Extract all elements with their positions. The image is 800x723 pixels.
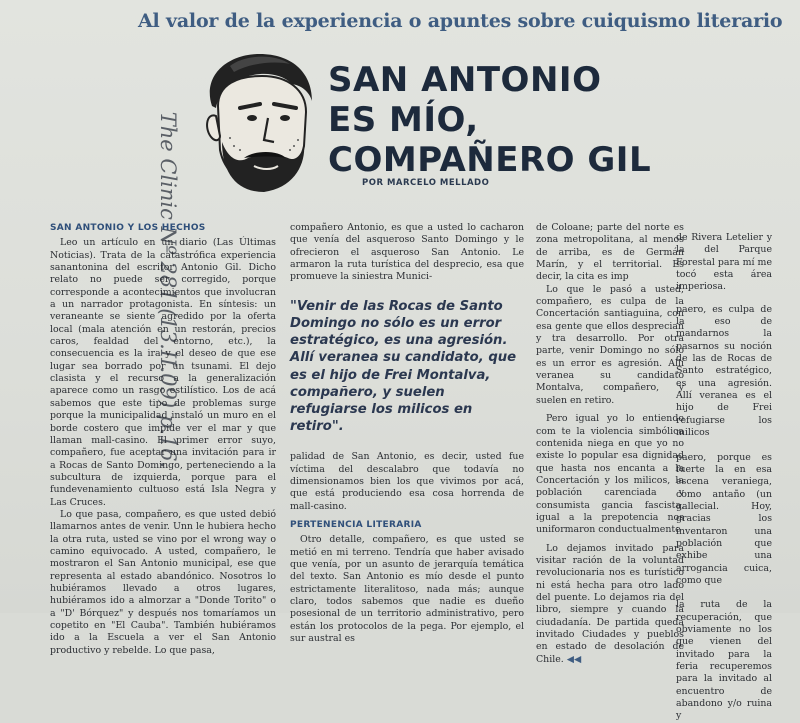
section-heading-1: SAN ANTONIO Y LOS HECHOS: [50, 223, 206, 233]
paragraph: Lo que pasa, compañero, es que usted debió llamarnos antes de venir. Unn le hubiera hecho la otra ruta, usted se vino por el wrong way o camino equivocado. A usted, compañero, le mostraron el San Antonio municipal, ese que representa al estado abandónico. Nosotros lo hubiéramos llevado a otros lugares, hubiéramos ido a almorzar a "Donde Torito" o a "D' Bórquez" y después nos tomaríamos un copetito en "El Cauba". También hubiéramos ido a la Escuela a ver el San Antonio productivo y rebelde. Lo que pasa,: [50, 508, 276, 656]
kicker: Al valor de la experiencia o apuntes sobre cuiquismo literario: [138, 10, 783, 32]
column-3: [536, 222, 684, 666]
author-portrait-illustration: [182, 46, 332, 198]
paragraph-text: Lo dejamos invitado para visitar ración de la voluntad revolucionaria nos es turístico ni está hecha para otro lado del puente. Lo dejamos ria del libro, siempre y cuando la ciudadanía. De partida queda invitado Ciudades y pueblos en estado de desolación de Chile.: [536, 542, 684, 665]
paragraph: Otro detalle, compañero, es que usted se metió en mi terreno. Tendría que haber avisado que venía, por un asunto de jerarquía temática del texto. San Antonio es mío desde el punto estrictamente literalitoso, nada más; aunque claro, todos sabemos que nadie es dueño posesional de un territorio administrativo, pero están los protocolos de la pega. Por ejemplo, el sur austral es: [290, 534, 524, 645]
column-1: [50, 222, 276, 657]
byline: POR MARCELO MELLADO: [362, 178, 490, 188]
headline-line-1: SAN ANTONIO: [328, 60, 602, 100]
paragraph: paero, porque es fuerte la en esa escena veraniega, como antaño (un gallecial. Hoy, gracias los inventaron una población que exhibe una arrogancia cuica, como que: [676, 451, 772, 586]
paragraph: compañero Antonio, es que a usted lo cacharon que venía del asqueroso Santo Domingo y le ofrecieron el asqueroso San Antonio. Le armaron la ruta turística del desprecio, esa que promueve la siniestra Munici-: [290, 222, 524, 283]
paragraph: palidad de San Antonio, es decir, usted fue víctima del descalabro que todavía no dimensionamos bien los que vivimos por acá, que está produciendo esa cosa horrenda de mall-casino.: [290, 451, 524, 512]
paragraph: de Rivera Letelier y la del Parque Forestal para mí me tocó esta área imperiosa.: [676, 232, 772, 293]
paragraph: de Coloane; parte del norte es zona metropolitana, al menos de arriba, es de Germán Marín, y el territorial. Es decir, la cita es imp: [536, 222, 684, 283]
handwritten-annotation: The Clinic Nº 281 (13.II.09) p.16.: [156, 111, 180, 469]
paragraph: Leo un artículo en un diario (Las Últimas Noticias). Trata de la catastrófica experiencia sanantonina del escritor Antonio Gil. Dicho relato no puede ser corregido, porque corresponde a acontecimientos que involucran a un narrador protagonista. En síntesis: un veraneante se siente agredido por la oferta local (mala atención en un restorán, precios caros, fealdad del entorno, etc.), la consecuencia es la ira y el deseo de que ese lugar sea borrado por un tsunami. El dejo clasista y el recurso a la generalización aparece como un rasgo estilístico. Los de acá sabemos que este tipo de problemas surge porque la municipalidad instaló un muro en el borde costero que impide ver el mar y que llaman mall-casino. El primer error suyo, compañero, fue aceptar una invitación para ir a Rocas de Santo Domingo, perteneciendo a la subcultura de izquierda, porque para el fundevenamiento cultuoso está Isla Negra y Las Cruces.: [50, 237, 276, 508]
pull-quote: "Venir de las Rocas de Santo Domingo no sólo es un error estratégico, es una agresión. Allí veranea su candidato, que es el hijo de Frei Montalva, compañero, y suelen refugiarse los milicos en retiro".: [290, 298, 517, 435]
headline: [328, 60, 652, 180]
column-2: [290, 222, 524, 646]
paragraph: la ruta de la recuperación, que obviamente no los que vienen del invitado para la feria recuperemos para la invitado al encuentro de abandono y/o ruina y: [676, 599, 772, 722]
section-heading-2: PERTENENCIA LITERARIA: [290, 520, 422, 531]
headline-line-2: ES MÍO,: [328, 100, 479, 140]
paragraph: [536, 543, 684, 666]
paragraph: Lo que le pasó a usted, compañero, es culpa de la Concertación santiaguina, con esa gente que ellos desprecian y tra desarrollo. Por otra parte, venir Domingo no sólo es un error es agresión. Allí veranea su candidato Montalva, compañero, y suelen en retiro.: [536, 283, 684, 406]
headline-line-3: COMPAÑERO GIL: [328, 140, 652, 180]
column-4-overlap: [676, 232, 772, 723]
paragraph: Pero igual yo lo entiendo com te la violencia simbólica contenida niega en que yo no existe lo popular esa dignidad que hasta nos encanta a la Concertación y los milicos, la población carenciada y consumista gancia fascista, igual a la prepotencia nos uniformaron conductualmente: [536, 413, 684, 536]
paragraph: paero, es culpa de la eso de mandarnos la pasarnos su noción de las de Rocas de Santo estratégico, es una agresión. Allí veranea es el hijo de Frei refugiarse los milicos: [676, 303, 772, 439]
end-mark: ◀◀: [566, 653, 582, 665]
